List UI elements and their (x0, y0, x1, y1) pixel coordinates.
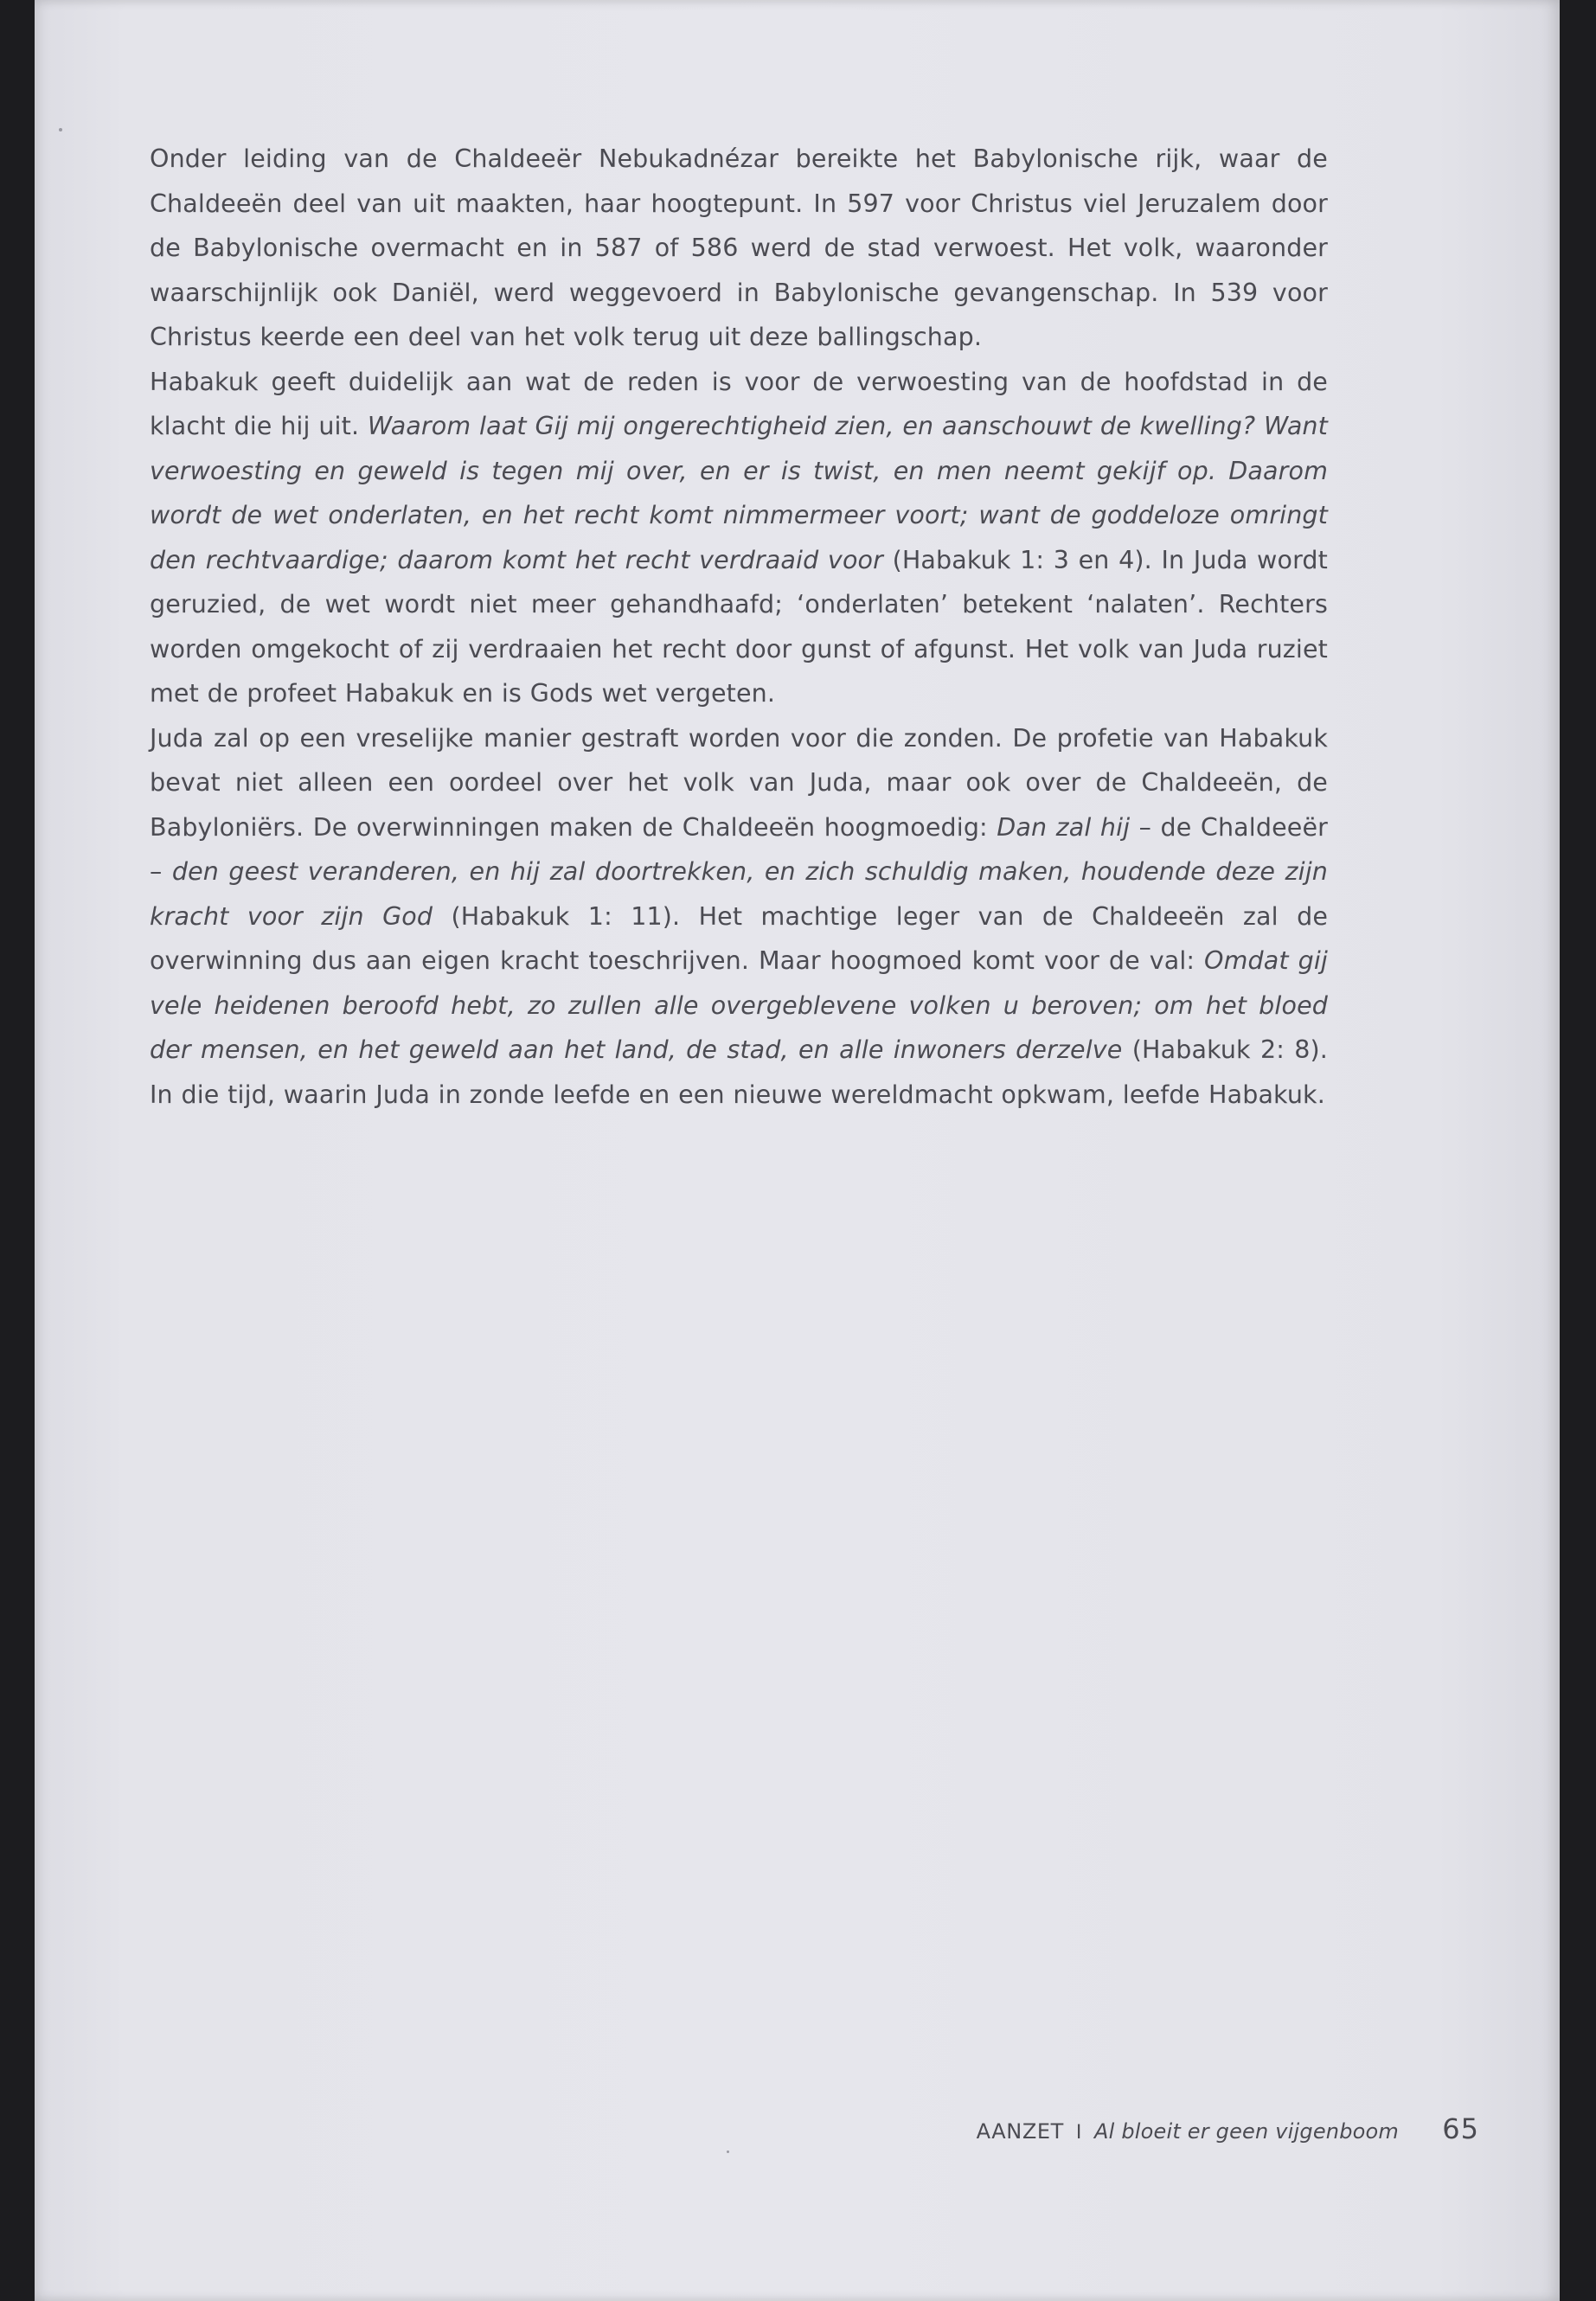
paragraph-text: (Habakuk 1: 3 en 4). In Juda wordt geruzied, de wet wordt niet meer gehandhaafd; ‘onderlaten’ betekent ‘nalaten’. Rechters worden omgekocht of zij verdraaien het recht door gunst of afgunst. Het volk van Juda ruziet met de profeet Habakuk en is Gods wet vergeten. (150, 545, 1329, 708)
paragraph-text: (Habakuk 1: 11). Het machtige leger van de Chaldeeën zal de overwinning dus aan eigen kracht toeschrijven. Maar hoogmoed komt voor de val: (150, 901, 1329, 975)
quoted-scripture: Waarom laat Gij mij ongerechtigheid zien, en aanschouwt de kwelling? Want verwoesting en geweld is tegen mij over, en er is twist, en men neemt gekijf op. Daarom wordt de wet onderlaten, en het recht komt nimmermeer voort; want de goddeloze omringt den rechtvaardige; daarom komt het recht verdraaid voor (150, 412, 1328, 574)
quoted-scripture: den geest veranderen, en hij zal doortrekken, en zich schuldig maken, houdende deze zijn kracht voor zijn God (150, 857, 1328, 931)
running-head-subtitle: Al bloeit er geen vijgenboom (1094, 2119, 1399, 2144)
body-text (150, 137, 1328, 1117)
paragraph-text: Juda zal op een vreselijke manier gestraft worden voor die zonden. De profetie van Habakuk bevat niet alleen een oordeel over het volk van Juda, maar ook over de Chaldeeën, de Babyloniërs. De overwinningen maken de Chaldeeën hoogmoedig: (150, 723, 1328, 842)
paragraph-text: Onder leiding van de Chaldeeër Nebukadnézar bereikte het Babylonische rijk, waar de Chaldeeën deel van uit maakten, haar hoogtepunt. In 597 voor Christus viel Jeruzalem door de Babylonische overmacht en in 587 of 586 werd de stad verwoest. Het volk, waaronder waarschijnlijk ook Daniël, werd weggevoerd in Babylonische gevangenschap. In 539 voor Christus keerde een deel van het volk terug uit deze ballingschap. (150, 144, 1328, 351)
paragraph (150, 137, 1328, 360)
book-page (35, 0, 1560, 2301)
paragraph-text: – de Chaldeeër – (150, 812, 1329, 886)
running-head-section: AANZET (976, 2119, 1064, 2144)
running-head-separator: I (1075, 2122, 1083, 2144)
page-footer (35, 2109, 1560, 2152)
quoted-scripture: Omdat gij vele heidenen beroofd hebt, zo zullen alle overgeblevene volken u beroven; om het bloed der mensen, en het geweld aan het land, de stad, en alle inwoners derzelve (150, 946, 1328, 1064)
paragraph (150, 360, 1328, 716)
paragraph-text: Habakuk geeft duidelijk aan wat de reden is voor de verwoesting van de hoofdstad in de klacht die hij uit. (150, 367, 1328, 440)
paragraph-text: (Habakuk 2: 8). In die tijd, waarin Juda in zonde leefde en een nieuwe wereldmacht opkwam, leefde Habakuk. (150, 1035, 1328, 1109)
running-head (977, 2119, 1399, 2144)
quoted-scripture: Dan zal hij (997, 812, 1131, 842)
page-number: 65 (1442, 2112, 1479, 2145)
paragraph (150, 716, 1328, 1118)
paper-speck (59, 128, 62, 131)
